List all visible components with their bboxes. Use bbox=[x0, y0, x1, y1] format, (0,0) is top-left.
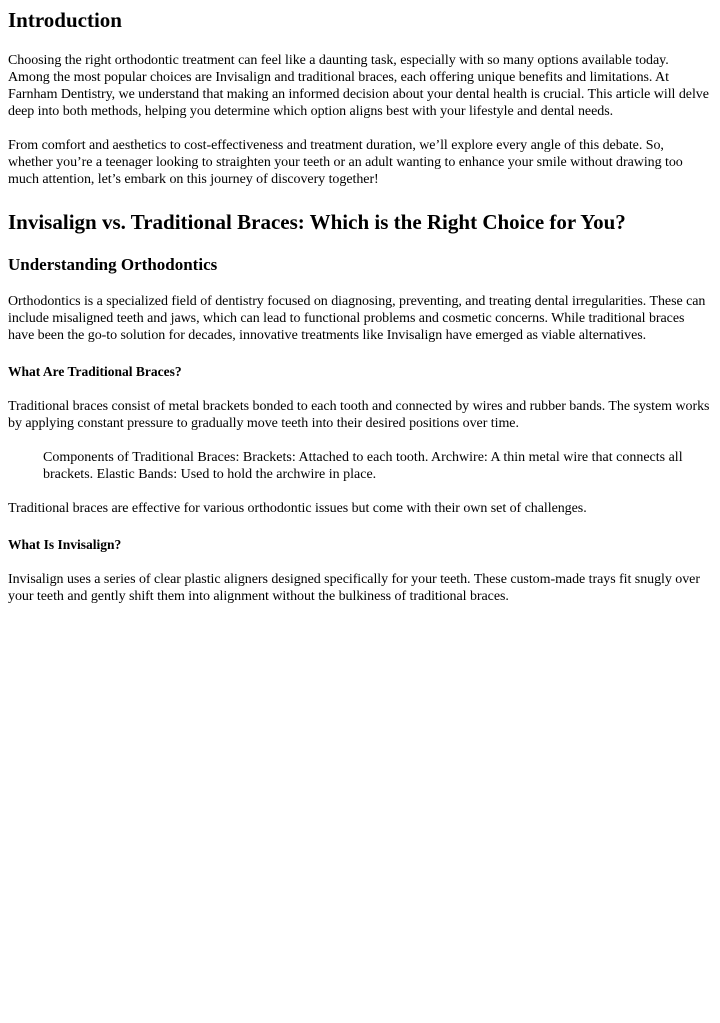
components-quote: Components of Traditional Braces: Brackets: Attached to each tooth. Archwire: A thin metal wire that connects all brackets. Elastic Bands: Used to hold the archwire in place. bbox=[43, 450, 683, 482]
intro-heading: Introduction bbox=[8, 8, 122, 32]
invisalign-heading: What Is Invisalign? bbox=[8, 537, 122, 552]
document-page bbox=[0, 6, 720, 605]
intro-paragraph-1: Choosing the right orthodontic treatment can feel like a daunting task, especially with so many options available today. Among the most popular choices are Invisalign and traditional braces, each offering unique benefits and limitations. At Farnham Dentistry, we understand that making an informed decision about your dental health is crucial. This article will delve deep into both methods, helping you determine which option aligns best with your lifestyle and dental needs. bbox=[8, 53, 709, 119]
braces-paragraph-2: Traditional braces are effective for various orthodontic issues but come with their own set of challenges. bbox=[8, 501, 587, 516]
understanding-paragraph: Orthodontics is a specialized field of dentistry focused on diagnosing, preventing, and treating dental irregularities. These can include misaligned teeth and jaws, which can lead to functional problems and cosmetic concerns. While traditional braces have been the go-to solution for decades, innovative treatments like Invisalign have emerged as viable alternatives. bbox=[8, 294, 706, 343]
main-title: Invisalign vs. Traditional Braces: Which is the Right Choice for You? bbox=[8, 210, 626, 234]
intro-paragraph-2: From comfort and aesthetics to cost-effectiveness and treatment duration, we’ll explore every angle of this debate. So, whether you’re a teenager looking to straighten your teeth or an adult wanting to enhance your smile without drawing too much attention, let’s embark on this journey of discovery together! bbox=[8, 138, 683, 187]
braces-heading: What Are Traditional Braces? bbox=[8, 364, 182, 379]
braces-paragraph: Traditional braces consist of metal brackets bonded to each tooth and connected by wires and rubber bands. The system works by applying constant pressure to gradually move teeth into their desired positions over time. bbox=[8, 399, 710, 431]
invisalign-paragraph: Invisalign uses a series of clear plastic aligners designed specifically for your teeth. These custom-made trays fit snugly over your teeth and gently shift them into alignment without the bulkiness of traditional braces. bbox=[8, 572, 700, 604]
understanding-heading: Understanding Orthodontics bbox=[8, 255, 218, 274]
